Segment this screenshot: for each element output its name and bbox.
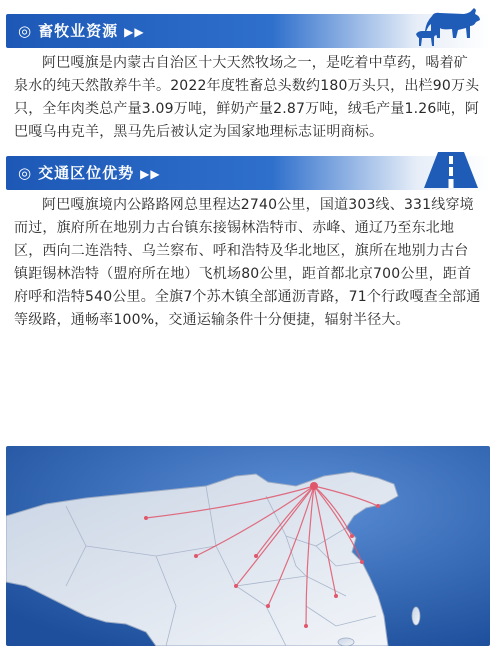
section-header-transport: [6, 148, 490, 188]
livestock-paragraph: 阿巴嘎旗是内蒙古自治区十大天然牧场之一，是吃着中草药，喝着矿泉水的纯天然散养牛羊。2022年度牲畜总头数约180万头只，出栏90万头只，全年肉类总产量3.09万吨，鲜奶产量2.87万吨，绒毛产量1.26吨，阿巴嘎乌冉克羊，黑马先后被认定为国家地理标志证明商标。: [14, 55, 480, 140]
section-title-text: 交通区位优势: [38, 164, 135, 182]
section-header-livestock: [6, 6, 490, 46]
target-circle-icon: ◎: [18, 164, 33, 182]
island: [412, 607, 420, 625]
section-title-transport: [18, 156, 161, 190]
target-circle-icon: ◎: [18, 22, 33, 40]
highway-icon: [422, 150, 480, 190]
transport-paragraph: 阿巴嘎旗境内公路路网总里程达2740公里，国道303线、331线穿境而过，旗府所在地别力古台镇东接锡林浩特市、赤峰、通辽乃至东北地区，西向二连浩特、乌兰察布、呼和浩特及华北地区，旗所在地别力古台镇距锡林浩特（盟府所在地）飞机场80公里，距首都北京700公里，距首府呼和浩特540公里。全旗7个苏木镇全部通沥青路，71个行政嘎查全部通等级路，通畅率100%，交通运输条件十分便捷，辐射半径大。: [14, 197, 481, 328]
origin-marker: [310, 482, 318, 490]
double-arrow-icon: ▶▶: [124, 25, 145, 39]
island: [338, 638, 354, 646]
section-title-livestock: [18, 14, 145, 48]
cow-icon: [412, 6, 484, 50]
map-graphic: [6, 446, 490, 646]
section-title-text: 畜牧业资源: [38, 22, 119, 40]
china-route-map: [6, 446, 490, 646]
double-arrow-icon: ▶▶: [140, 167, 161, 181]
